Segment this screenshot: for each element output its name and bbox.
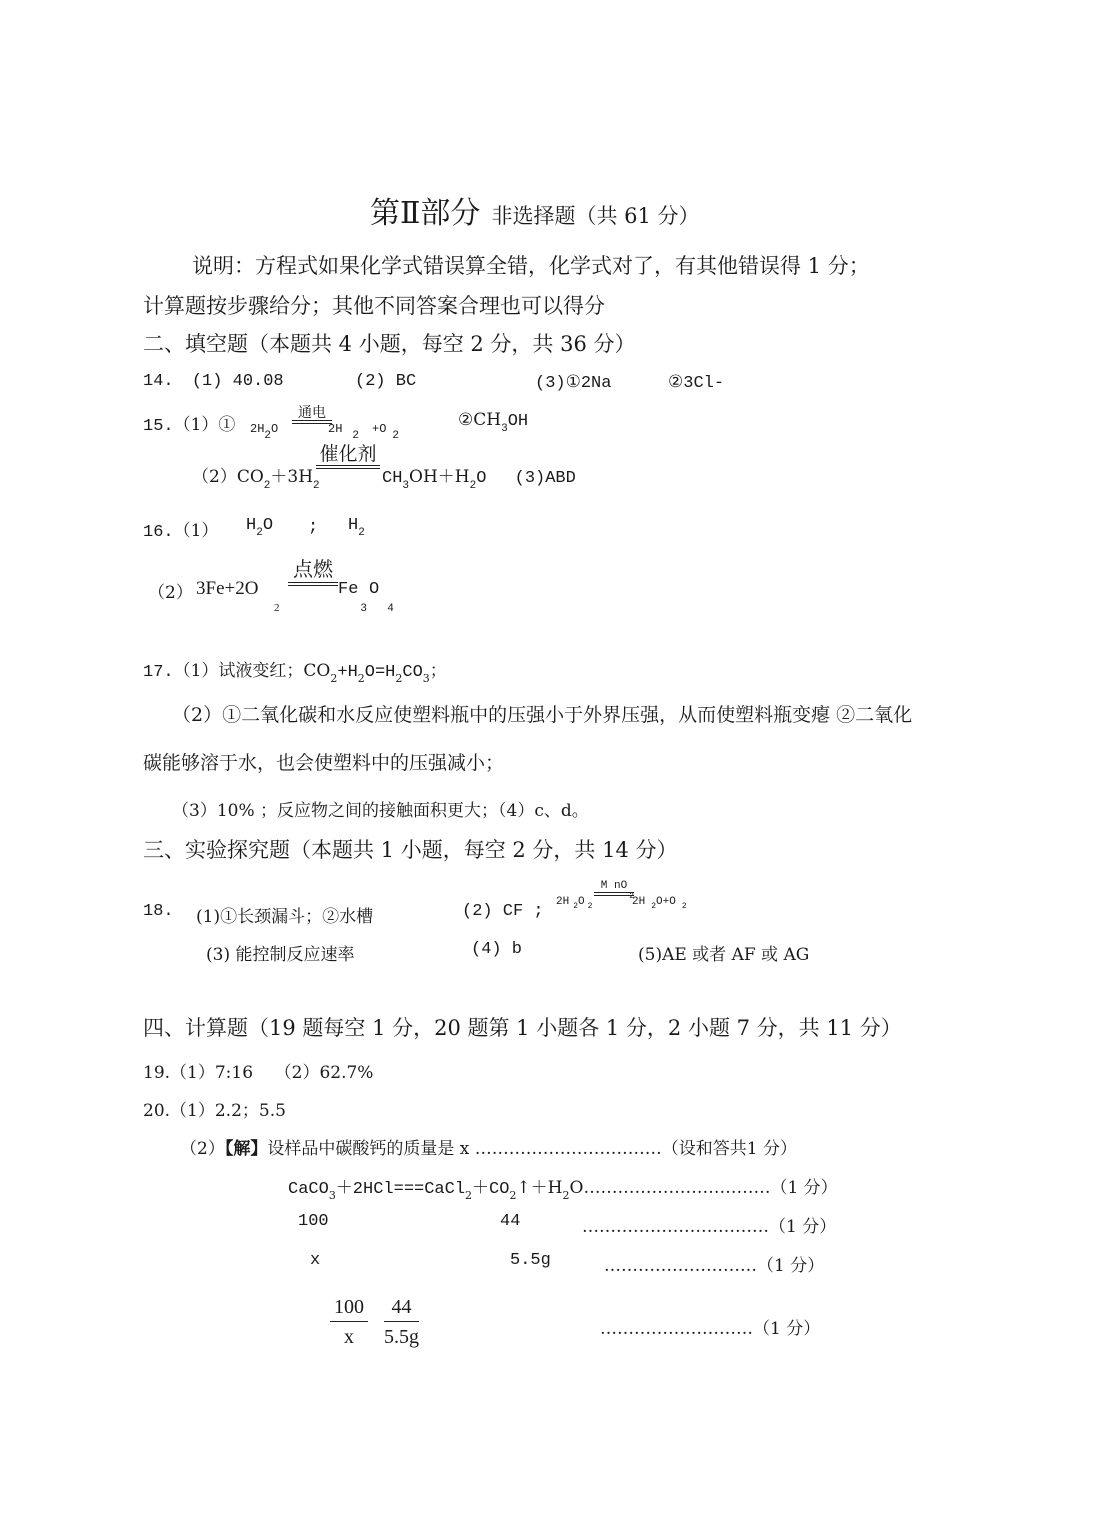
q15-line-2-products: $CH_3OH+H_2O$ (3)ABD bbox=[382, 467, 576, 492]
proportion-fraction-1 bbox=[330, 1296, 368, 1349]
q15-methanol: $②CH_3OH$ bbox=[458, 410, 529, 435]
fraction-2-denominator: 5.5g bbox=[384, 1326, 419, 1348]
section-4-heading: 四、计算题（19 题每空 1 分，20 题第 1 小题各 1 分，2 小题 7 分，共 11 分） bbox=[143, 1016, 902, 1040]
q16-num: 16. bbox=[143, 523, 174, 542]
q14-part2: (2) BC bbox=[355, 372, 417, 391]
section-3-heading: 三、实验探究题（本题共 1 小题，每空 2 分，共 14 分） bbox=[143, 838, 678, 862]
q16-ignite-arrow bbox=[288, 558, 338, 586]
q19-line: 19.（1）7:16 （2）62.7% bbox=[143, 1063, 374, 1083]
fraction-2-numerator: 44 bbox=[384, 1296, 419, 1322]
q18-part4: (4) b bbox=[471, 940, 523, 959]
q16-answer-a: $H_2O$ bbox=[246, 516, 274, 539]
title-main: 第Ⅱ部分 bbox=[370, 196, 481, 231]
q14-part3: (3)①2Na bbox=[535, 374, 612, 393]
q20-line-1: 20.（1）2.2；5.5 bbox=[143, 1101, 286, 1121]
q17-line-1: 17.（1）试液变红；$CO_2+H_2O=H_2CO_3$； bbox=[143, 661, 447, 685]
q16-line-2: （2） bbox=[148, 583, 193, 603]
q20-line-2: （2）【解】设样品中碳酸钙的质量是 x ……………………………（设和答共1 分） bbox=[180, 1139, 797, 1159]
fraction-1-numerator: 100 bbox=[330, 1296, 368, 1322]
q15-part3: (3)ABD bbox=[514, 469, 576, 488]
q20-row2-co2: 5.5g bbox=[510, 1251, 551, 1270]
q16-cond-ignite: 点燃 bbox=[293, 557, 333, 581]
q18-part2: (2) CF ; bbox=[462, 902, 544, 921]
q20-row1-mass: 100 bbox=[298, 1212, 329, 1231]
q18-part1: (1)①长颈漏斗；②水槽 bbox=[196, 907, 374, 927]
q16-iron-equation: 3Fe+2O 2 bbox=[196, 578, 280, 614]
section-2-heading: 二、填空题（本题共 4 小题，每空 2 分，共 36 分） bbox=[143, 332, 636, 356]
q15-line-2: $(2)CO_2+3H_2$ bbox=[192, 467, 320, 492]
page-title bbox=[370, 188, 700, 232]
q15-l1-prefix: （1）① bbox=[173, 415, 236, 435]
q18-o2-equation: 2H $_2$O $_2$ M nO 2 2H $_2$O+O $_2$ bbox=[556, 880, 687, 911]
q18-eq-cond: M nO 2 bbox=[594, 880, 634, 896]
q17-line-4: （3）10% ；反应物之间的接触面积更大；（4）c、d。 bbox=[172, 801, 589, 821]
q20-fraction-score: ………………………（1 分） bbox=[600, 1319, 821, 1339]
solution-label: 【解】 bbox=[224, 1139, 268, 1159]
q15-catalyst-arrow bbox=[316, 444, 380, 469]
q14-line bbox=[143, 372, 284, 391]
q14-part4: ②3Cl- bbox=[668, 374, 725, 393]
q15-line-1 bbox=[143, 410, 235, 436]
q20-row2-score: ………………………（1 分） bbox=[604, 1256, 825, 1276]
q20-row1-score: ……………………………（1 分） bbox=[582, 1217, 837, 1237]
q14-part1: (1) 40.08 bbox=[191, 372, 284, 391]
q16-line-1: 16.（1） bbox=[143, 521, 219, 542]
q20-row1-co2: 44 bbox=[500, 1212, 521, 1231]
q18-num: 18. bbox=[143, 902, 174, 921]
q20-row2-x: x bbox=[310, 1251, 321, 1270]
note-line-1: 说明：方程式如果化学式错误算全错，化学式对了，有其他错误得 1 分； bbox=[192, 254, 870, 278]
q15-eq-plus: +O 2 bbox=[372, 422, 400, 442]
q15-eq-cond: 通电 bbox=[292, 406, 332, 424]
q15-num: 15. bbox=[143, 417, 174, 436]
fraction-1-denominator: x bbox=[344, 1326, 354, 1348]
q17-num: 17. bbox=[143, 663, 174, 682]
q15-cond-catalyst: 催化剂 bbox=[319, 443, 377, 465]
q15-eq-prod: 2H 2 bbox=[328, 422, 360, 442]
q17-line-2: （2）①二氧化碳和水反应使塑料瓶中的压强小于外界压强，从而使塑料瓶变瘪 ②二氧化 bbox=[172, 704, 913, 726]
q14-num: 14. bbox=[143, 372, 174, 391]
q16-sep: ; bbox=[308, 518, 319, 537]
q20-reaction-equation: $CaCO_3+2HCl===CaCl_2+CO_2↑+H_2O\dots\dots\dots\dots\dots\dots\dots\dots\dots\dots\dots(1$ 分） bbox=[288, 1178, 838, 1202]
q18-part5: (5)AE 或者 AF 或 AG bbox=[638, 945, 810, 965]
title-sub: 非选择题（共 61 分） bbox=[491, 204, 700, 228]
note-line-2: 计算题按步骤给分；其他不同答案合理也可以得分 bbox=[143, 294, 605, 318]
proportion-fraction-2 bbox=[384, 1296, 419, 1349]
q18-part3: (3) 能控制反应速率 bbox=[206, 945, 355, 965]
q17-line-3: 碳能够溶于水，也会使塑料中的压强减小； bbox=[143, 752, 505, 774]
q16-product: $Fe_3O_4$ bbox=[338, 580, 394, 615]
q15-eq-react: 2H2O bbox=[250, 422, 279, 442]
q16-answer-b: $H_2$ bbox=[348, 516, 365, 539]
